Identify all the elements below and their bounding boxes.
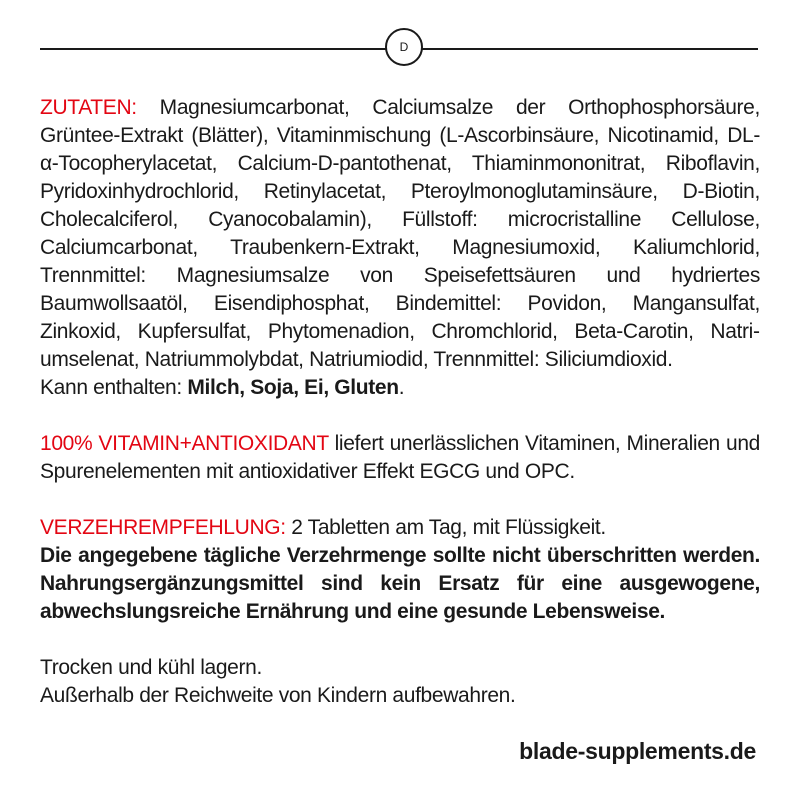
allergen-prefix: Kann enthalten:	[40, 376, 182, 399]
ingredients-paragraph	[40, 94, 760, 402]
ingredients-label: ZUTATEN:	[40, 96, 137, 119]
storage-paragraph	[40, 654, 760, 710]
divider-right	[421, 48, 758, 50]
product-text: liefert unerlässlichen Vitaminen, Mineralien und Spurenelementen mit antioxidativer Effekt EGCG und OPC.	[40, 432, 760, 483]
storage-line-2: Außerhalb der Reichweite von Kindern aufbewahren.	[40, 684, 516, 707]
ingredients-text: Magnesiumcarbonat, Calciumsalze der Orthophosphorsäure, Grüntee-Extrakt (Blätter), Vitaminmischung (L-Ascorbinsäure, Nicotinamid, DL-α-Tocopherylacetat, Calcium-D-pantothenat, Thiaminmononitrat, Riboflavin, Pyridoxinhydrochlorid, Retinylacetat, Pteroylmonoglutaminsäure, D-Biotin, Cholecalciferol, Cyanocobalamin), Füllstoff: microcristalline Cellulose, Calciumcarbonat, Traubenkern-Extrakt, Magnesiumoxid, Kaliumchlorid, Trennmittel: Magnesiumsalze von Speisefettsäuren und hydriertes Baumwollsaatöl, Eisendiphosphat, Bindemittel: Povidon, Mangansulfat, Zinkoxid, Kupfersulfat, Phytomenadion, Chromchlorid, Beta-Carotin, Natriumselenat, Natriummolybdat, Natriumiodid, Trennmittel: Siliciumdioxid.	[40, 96, 760, 371]
product-paragraph	[40, 430, 760, 486]
dosage-warning: Die angegebene tägliche Verzehrmenge sollte nicht überschritten werden. Nahrungsergänzungsmittel sind kein Ersatz für eine ausgewogene, abwechslungsreiche Ernährung und eine gesunde Lebensweise.	[40, 544, 760, 623]
allergens: Milch, Soja, Ei, Gluten	[187, 376, 399, 399]
product-label: 100% VITAMIN+ANTIOXIDANT	[40, 432, 329, 455]
label-content	[40, 94, 760, 710]
language-code: D	[399, 40, 409, 54]
language-badge	[385, 28, 423, 66]
header	[40, 25, 758, 73]
dosage-text: 2 Tabletten am Tag, mit Flüssigkeit.	[291, 516, 606, 539]
storage-line-1: Trocken und kühl lagern.	[40, 656, 262, 679]
allergen-suffix: .	[398, 376, 405, 399]
dosage-paragraph	[40, 514, 760, 626]
website-link[interactable]: blade-supplements.de	[519, 738, 756, 764]
dosage-label: VERZEHREMPFEHLUNG:	[40, 516, 286, 539]
divider-left	[40, 48, 387, 50]
